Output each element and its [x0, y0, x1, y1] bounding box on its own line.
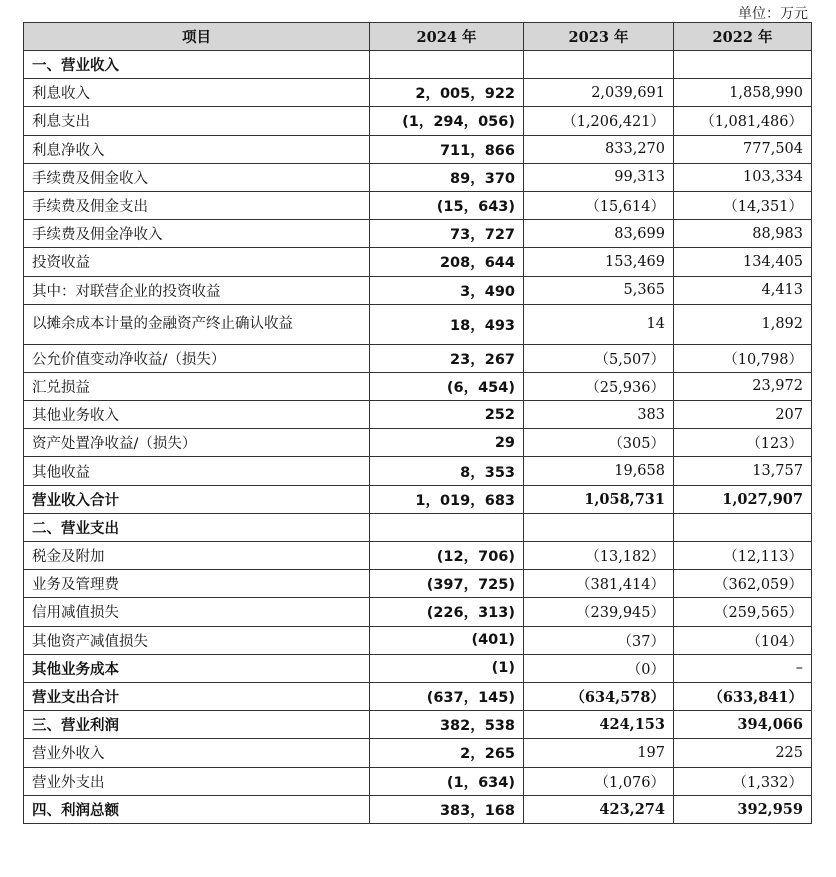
value-2023: （239,945） [524, 598, 674, 626]
value-2022: 1,858,990 [674, 79, 812, 107]
value-2024: 8，353 [370, 457, 524, 485]
table-row [24, 570, 812, 598]
value-2022: 394,066 [674, 711, 812, 739]
value-2022: 392,959 [674, 795, 812, 823]
row-label: 其他资产减值损失 [24, 626, 370, 654]
value-2022: （12,113） [674, 542, 812, 570]
value-2023: 383 [524, 401, 674, 429]
value-2024: 23，267 [370, 344, 524, 372]
subtotal-row [24, 682, 812, 710]
value-2022: 225 [674, 739, 812, 767]
value-2022: 4,413 [674, 276, 812, 304]
row-label: 利息支出 [24, 107, 370, 135]
table-row [24, 79, 812, 107]
value-2022: 1,892 [674, 304, 812, 344]
value-2024: (637，145) [370, 682, 524, 710]
row-label: 税金及附加 [24, 542, 370, 570]
table-row [24, 135, 812, 163]
value-2022: – [674, 654, 812, 682]
row-label: 其中：对联营企业的投资收益 [24, 276, 370, 304]
table-row [24, 457, 812, 485]
value-2024: 18，493 [370, 304, 524, 344]
value-2022: （123） [674, 429, 812, 457]
value-2022: （633,841） [674, 682, 812, 710]
table-row [24, 767, 812, 795]
value-2023: 2,039,691 [524, 79, 674, 107]
value-2024: (12，706) [370, 542, 524, 570]
value-2024: 382，538 [370, 711, 524, 739]
value-2022: 777,504 [674, 135, 812, 163]
value-2023: 197 [524, 739, 674, 767]
value-2022: 134,405 [674, 248, 812, 276]
value-2022: 13,757 [674, 457, 812, 485]
total-row [24, 795, 812, 823]
header-row [24, 23, 812, 51]
value-2022 [674, 513, 812, 541]
value-2023: 19,658 [524, 457, 674, 485]
value-2024: 383，168 [370, 795, 524, 823]
value-2023: 423,274 [524, 795, 674, 823]
table-row [24, 429, 812, 457]
table-row [24, 626, 812, 654]
row-label: 汇兑损益 [24, 372, 370, 400]
value-2022: （104） [674, 626, 812, 654]
subtotal-row [24, 485, 812, 513]
income-statement-table [23, 22, 812, 824]
row-label: 二、营业支出 [24, 513, 370, 541]
table-row [24, 304, 812, 344]
value-2024: 89，370 [370, 163, 524, 191]
row-label: 利息收入 [24, 79, 370, 107]
subtotal-row [24, 711, 812, 739]
value-2024 [370, 51, 524, 79]
value-2023: 424,153 [524, 711, 674, 739]
value-2024 [370, 513, 524, 541]
value-2022: 23,972 [674, 372, 812, 400]
value-2024: 711，866 [370, 135, 524, 163]
value-2024: (1，294，056) [370, 107, 524, 135]
table-row [24, 248, 812, 276]
row-label: 利息净收入 [24, 135, 370, 163]
table-row [24, 739, 812, 767]
table-row [24, 372, 812, 400]
table-row [24, 276, 812, 304]
row-label: 其他业务收入 [24, 401, 370, 429]
value-2024: 3，490 [370, 276, 524, 304]
value-2024: 1，019，683 [370, 485, 524, 513]
unit-note: 单位：万元 [738, 6, 808, 22]
value-2023: （634,578） [524, 682, 674, 710]
value-2022: （14,351） [674, 191, 812, 219]
value-2024: 73，727 [370, 220, 524, 248]
table-row [24, 107, 812, 135]
value-2022: （1,081,486） [674, 107, 812, 135]
value-2023: （25,936） [524, 372, 674, 400]
value-2024: 2，005，922 [370, 79, 524, 107]
value-2023: （15,614） [524, 191, 674, 219]
value-2023: （0） [524, 654, 674, 682]
value-2022 [674, 51, 812, 79]
value-2024: (401) [370, 626, 524, 654]
row-label: 四、利润总额 [24, 795, 370, 823]
row-label: 一、营业收入 [24, 51, 370, 79]
row-label: 其他收益 [24, 457, 370, 485]
value-2024: (15，643) [370, 191, 524, 219]
table-row [24, 344, 812, 372]
row-label: 手续费及佣金收入 [24, 163, 370, 191]
value-2024: (1) [370, 654, 524, 682]
value-2024: (397，725) [370, 570, 524, 598]
row-label: 投资收益 [24, 248, 370, 276]
row-label: 三、营业利润 [24, 711, 370, 739]
header-2022: 2022 年 [674, 23, 812, 51]
row-label: 业务及管理费 [24, 570, 370, 598]
value-2023: 1,058,731 [524, 485, 674, 513]
row-label: 以摊余成本计量的金融资产终止确认收益 [24, 304, 370, 344]
value-2024: 29 [370, 429, 524, 457]
value-2023: （37） [524, 626, 674, 654]
header-2023: 2023 年 [524, 23, 674, 51]
value-2023: （5,507） [524, 344, 674, 372]
value-2024: (6，454) [370, 372, 524, 400]
value-2023: （1,206,421） [524, 107, 674, 135]
row-label: 营业外收入 [24, 739, 370, 767]
table-row [24, 163, 812, 191]
table-row [24, 598, 812, 626]
value-2023 [524, 51, 674, 79]
value-2023: （305） [524, 429, 674, 457]
value-2022: （1,332） [674, 767, 812, 795]
header-item: 项目 [24, 23, 370, 51]
value-2022: 1,027,907 [674, 485, 812, 513]
row-label: 手续费及佣金支出 [24, 191, 370, 219]
value-2023: （381,414） [524, 570, 674, 598]
value-2023: 833,270 [524, 135, 674, 163]
table-row [24, 513, 812, 541]
table-row [24, 51, 812, 79]
value-2024: 208，644 [370, 248, 524, 276]
table-row [24, 654, 812, 682]
table-row [24, 220, 812, 248]
row-label: 营业收入合计 [24, 485, 370, 513]
header-2024: 2024 年 [370, 23, 524, 51]
value-2024: (1，634) [370, 767, 524, 795]
row-label: 手续费及佣金净收入 [24, 220, 370, 248]
table-row [24, 542, 812, 570]
value-2023: （13,182） [524, 542, 674, 570]
value-2023: 14 [524, 304, 674, 344]
value-2023 [524, 513, 674, 541]
value-2024: (226，313) [370, 598, 524, 626]
row-label: 营业支出合计 [24, 682, 370, 710]
value-2022: （10,798） [674, 344, 812, 372]
row-label: 其他业务成本 [24, 654, 370, 682]
value-2024: 2，265 [370, 739, 524, 767]
row-label: 营业外支出 [24, 767, 370, 795]
value-2022: 88,983 [674, 220, 812, 248]
value-2022: 207 [674, 401, 812, 429]
value-2024: 252 [370, 401, 524, 429]
value-2023: （1,076） [524, 767, 674, 795]
row-label: 资产处置净收益/（损失） [24, 429, 370, 457]
value-2022: 103,334 [674, 163, 812, 191]
value-2022: （259,565） [674, 598, 812, 626]
row-label: 信用减值损失 [24, 598, 370, 626]
row-label: 公允价值变动净收益/（损失） [24, 344, 370, 372]
value-2023: 153,469 [524, 248, 674, 276]
table-row [24, 191, 812, 219]
table-row [24, 401, 812, 429]
value-2022: （362,059） [674, 570, 812, 598]
value-2023: 99,313 [524, 163, 674, 191]
value-2023: 83,699 [524, 220, 674, 248]
value-2023: 5,365 [524, 276, 674, 304]
